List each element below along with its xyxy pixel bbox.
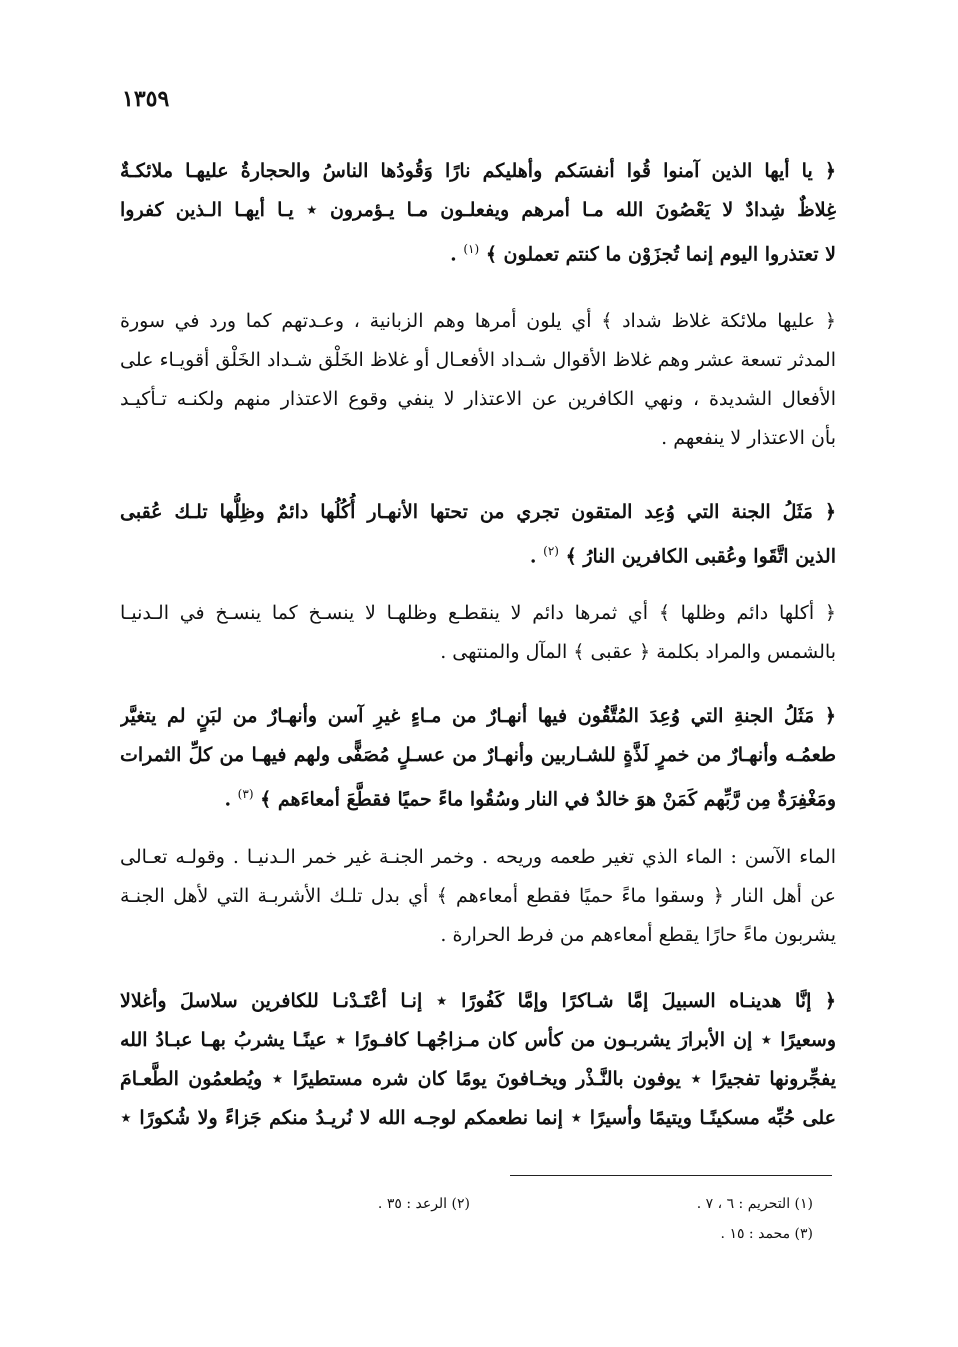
footnote-1: (١) التحريم : ٦ ، ٧ .	[696, 1196, 813, 1212]
commentary-block-2	[120, 594, 836, 672]
verse-line	[120, 230, 836, 269]
commentary-line: ﴿ أكلها دائم وظلها ﴾ أي ثمرها دائم لا ينقطـع وظلهـا لا ينسـخ كما ينسـخ في الـدنيـا	[120, 602, 836, 624]
verse-text: الذين اتَّقَوا وعُقبى الكافرين النارُ ﴾	[565, 545, 836, 568]
commentary-line: الماء الآسن : الماء الذي تغير طعمه وريحه . وخمر الجنـة غير خمر الـدنيـا . وقولـه تعـالى	[120, 846, 836, 868]
verse-end: .	[224, 788, 238, 811]
footnote-ref-1: (١)	[463, 242, 480, 256]
verse-line	[120, 775, 836, 814]
verse-line: غِلاظٌ شِدادٌ لا يَعْصُونَ الله مـا أمرهم ويفعلـون مـا يـؤمرون ⋆ يـا أيهـا الـذين كفروا	[120, 199, 836, 221]
commentary-block-3	[120, 838, 836, 955]
verse-line: على حُبِّه مسكينًـا ويتيمًا وأسيرًا ⋆ إنما نطعمكم لوجـه الله لا نُريـدُ منكم جَزاءً ولا شُكورًا ⋆	[120, 1107, 836, 1129]
verse-block-raad	[120, 493, 836, 571]
verse-line: ﴿ إنَّا هدينـاه السبيلَ إمَّا شـاكرًا وإمَّا كَفُورًا ⋆ إنـا أعْتَـدْنـا للكافرين سلاسلَ وأغلالا	[120, 990, 836, 1012]
verse-block-insan	[120, 982, 836, 1138]
verse-line: وسعيرًا ⋆ إن الأبرارَ يشربـون من كأس كان مـزاجُهـا كافـورًا ⋆ عينًـا يشربُ بهـا عبـادُ الله	[120, 1029, 836, 1051]
commentary-line: بأن الاعتذار لا ينفعهم .	[661, 427, 836, 449]
commentary-line: عن أهل النار ﴿ وسقوا ماءً حميًا فقطع أمعاءهم ﴾ أي بدل تلـك الأشربـة التي لأهل الجنـة	[120, 885, 836, 907]
verse-line: يفجِّرونها تفجيرًا ⋆ يوفون بالنَّـذْر ويخـافونَ يومًا كان شره مستطيرًا ⋆ ويُطعمُون الطَّعـامَ	[120, 1068, 836, 1090]
verse-end: .	[450, 243, 464, 266]
verse-end: .	[529, 545, 544, 568]
commentary-line: الأفعال الشديدة ، ونهي الكافرين عن الاعتذار لا ينفي وقوع الاعتذار منهم ولكنـه تـأكيـد	[120, 388, 836, 410]
commentary-line: بالشمس والمراد بكلمة ﴿ عقبى ﴾ المآل والمنتهى .	[440, 641, 836, 663]
footnote-2: (٢) الرعد : ٣٥ .	[377, 1196, 470, 1212]
commentary-line: ﴿ عليها ملائكة غلاظ شداد ﴾ أي يلون أمرها وهم الزبانية ، وعـدتهم كما ورد في سورة	[120, 310, 836, 332]
footnote-3: (٣) محمد : ١٥ .	[720, 1226, 813, 1242]
verse-line: ﴿ يا أيها الذين آمنوا قُوا أنفسَكم وأهليكم نارًا وَقُودُها الناسُ والحجارةُ عليهـا ملائكـةٌ	[120, 160, 836, 182]
footnote-ref-3: (٣)	[237, 787, 254, 801]
commentary-line: المدثر تسعة عشر وهم غلاظ الأقوال شـداد الأفعـال أو غلاظ الخَلْق شـداد الخَلْق أقويـاء على	[120, 349, 836, 371]
verse-line: ﴿ مَثَلُ الجنةِ التي وُعِدَ المُتَّقُون فيها أنهـارٌ من مـاءٍ غيرِ آسن وأنهـارٌ من لبَنٍ لم يتغيَّر	[120, 705, 836, 727]
page-number: ١٣٥٩	[122, 86, 170, 112]
verse-line: ﴿ مَثَلُ الجنة التي وُعِد المتقون تجري من تحتها الأنهـار أُكُلُها دائمٌ وظِلُّها تلـك عُقبى	[120, 501, 836, 523]
verse-text: ومَغْفِرَةٌ مِن رَّبِّهم كَمَنْ هوَ خالدٌ في النار وسُقُوا ماءً حميًا فقطَّعَ أمعاءَهم ﴾	[260, 788, 836, 811]
commentary-block-1	[120, 302, 836, 458]
commentary-line: يشربون ماءً حارًا يقطع أمعاءهم من فرط الحرارة .	[440, 924, 836, 946]
verse-block-muhammad	[120, 697, 836, 814]
verse-line	[120, 532, 836, 571]
verse-block-tahrim	[120, 152, 836, 269]
verse-text: لا تعتذروا اليوم إنما تُجزَوْن ما كنتم تعملون ﴾	[485, 243, 836, 266]
footnote-ref-2: (٢)	[543, 544, 559, 558]
footnote-divider	[510, 1175, 832, 1176]
verse-line: طعمُـه وأنهـارٌ من خمرٍ لَذَّةٍ للشـاربين وأنهـارٌ من عسـلٍ مُصَفًّى ولهم فيهـا من كلِّ الثمرات	[120, 744, 836, 766]
